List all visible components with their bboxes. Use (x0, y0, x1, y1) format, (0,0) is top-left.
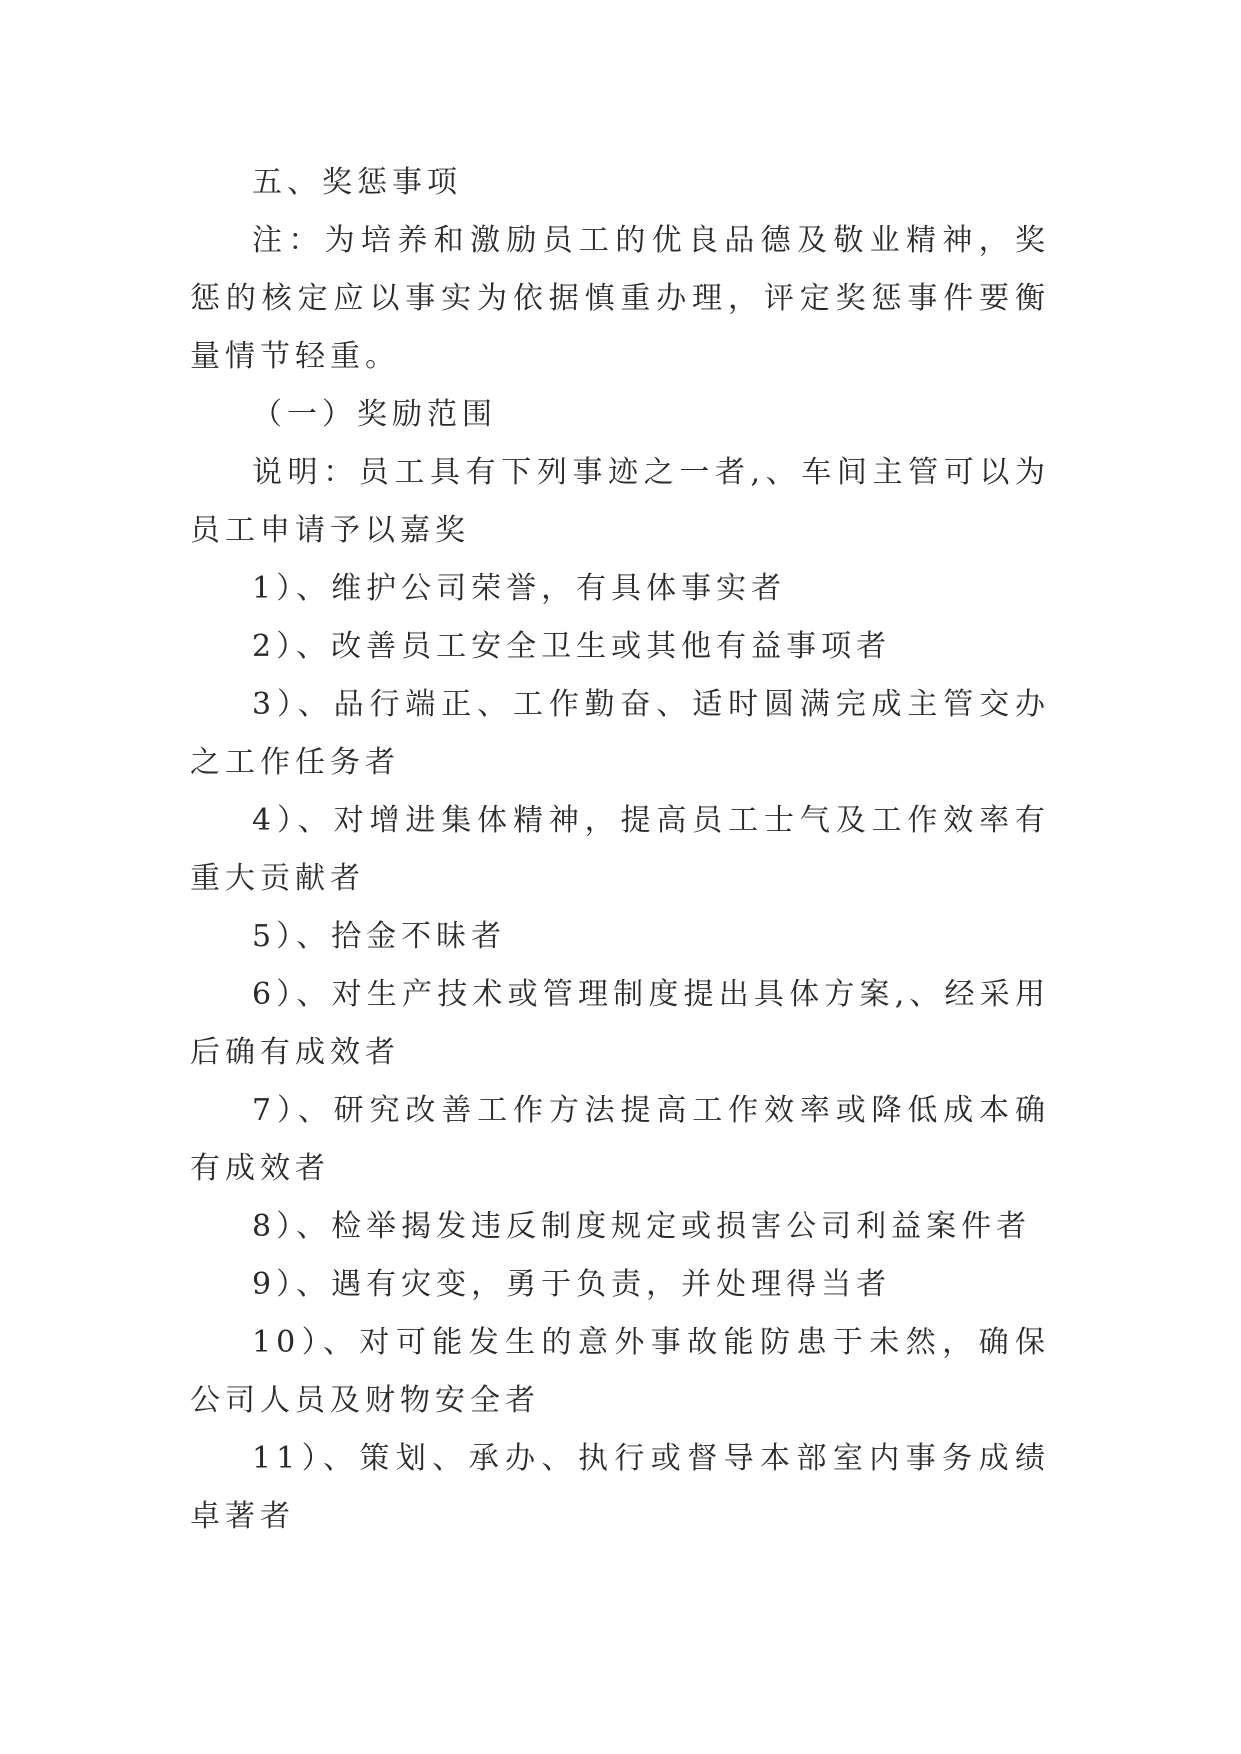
list-item: 11）、策划、承办、执行或督导本部室内事务成绩卓著者 (190, 1441, 1050, 1534)
explanation-paragraph: 说明：员工具有下列事迹之一者,、车间主管可以为员工申请予以嘉奖 (190, 455, 1050, 548)
list-item: 4）、对增进集体精神，提高员工士气及工作效率有重大贡献者 (190, 803, 1050, 896)
subsection-heading: （一）奖励范围 (252, 397, 497, 432)
list-item: 7）、研究改善工作方法提高工作效率或降低成本确有成效者 (190, 1093, 1050, 1186)
section-heading: 五、奖惩事项 (252, 165, 462, 200)
list-item: 8）、检举揭发违反制度规定或损害公司利益案件者 (252, 1209, 1032, 1244)
list-item: 1）、维护公司荣誉，有具体事实者 (252, 571, 787, 606)
list-item: 6）、对生产技术或管理制度提出具体方案,、经采用后确有成效者 (190, 977, 1050, 1070)
note-paragraph: 注：为培养和激励员工的优良品德及敬业精神，奖惩的核定应以事实为依据慎重办理，评定奖惩事件要衡量情节轻重。 (190, 223, 1050, 374)
list-item: 2）、改善员工安全卫生或其他有益事项者 (252, 629, 892, 664)
list-item: 3）、品行端正、工作勤奋、适时圆满完成主管交办之工作任务者 (190, 687, 1050, 780)
list-item: 9）、遇有灾变，勇于负责，并处理得当者 (252, 1267, 892, 1302)
document-body (190, 154, 1050, 1546)
list-item: 10）、对可能发生的意外事故能防患于未然，确保公司人员及财物安全者 (190, 1325, 1050, 1418)
list-item: 5）、拾金不昧者 (252, 919, 507, 954)
